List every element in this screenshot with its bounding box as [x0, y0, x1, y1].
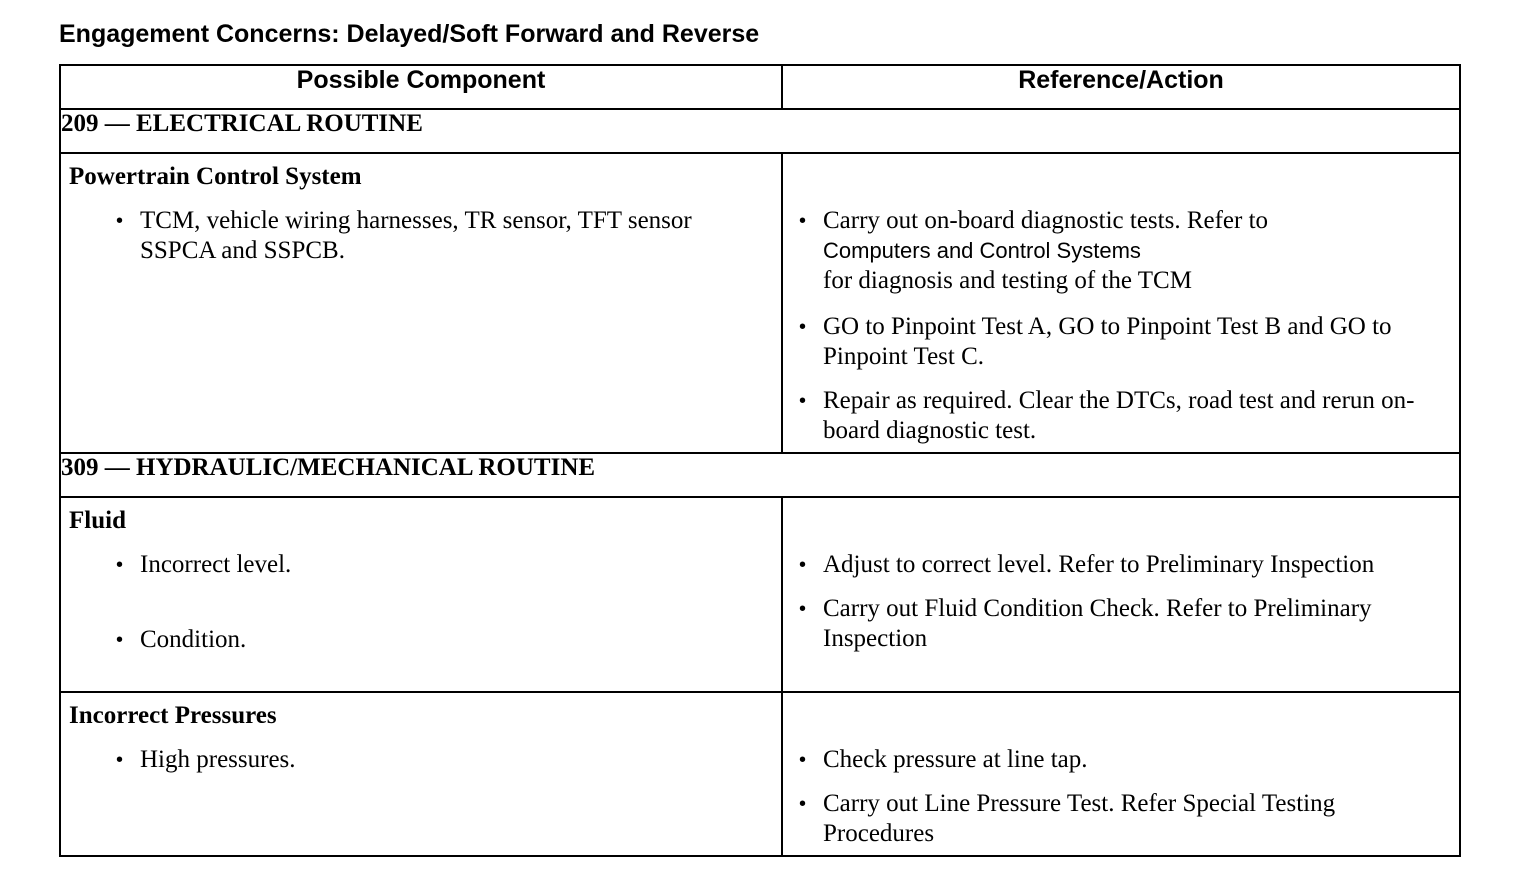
action-cell	[782, 153, 1460, 453]
component-row	[60, 497, 1460, 692]
action-cell	[782, 692, 1460, 856]
diagnosis-table	[59, 64, 1461, 857]
list-item: • Condition.	[116, 626, 247, 653]
bullet-icon: •	[116, 554, 124, 576]
component-cell	[60, 153, 782, 453]
list-item: • GO to Pinpoint Test A, GO to Pinpoint Test B and GO to Pinpoint Test C.	[799, 313, 1392, 370]
component-row	[60, 692, 1460, 856]
list-item: • Carry out Line Pressure Test. Refer Special Testing Procedures	[799, 790, 1336, 847]
reference-link: Computers and Control Systems	[823, 238, 1141, 263]
page-title: Engagement Concerns: Delayed/Soft Forward and Reverse	[59, 20, 760, 48]
list-item: • Repair as required. Clear the DTCs, road test and rerun on-board diagnostic test.	[799, 387, 1415, 444]
bullet-icon: •	[116, 749, 124, 771]
component-cell	[60, 497, 782, 692]
column-header-action: Reference/Action	[782, 65, 1460, 109]
list-item: • Carry out on-board diagnostic tests. Refer to Computers and Control Systems for diagnosis and testing of the TCM	[783, 206, 1459, 296]
list-item: • TCM, vehicle wiring harnesses, TR sensor, TFT sensor SSPCA and SSPCB.	[116, 207, 692, 264]
bullet-icon: •	[799, 390, 807, 412]
list-item: • Incorrect level.	[116, 551, 292, 578]
list-item: • Check pressure at line tap.	[799, 746, 1088, 773]
component-title: Incorrect Pressures	[69, 702, 277, 729]
bullet-icon: •	[116, 629, 124, 651]
header-row	[60, 65, 1460, 109]
component-cell	[60, 692, 782, 856]
bullet-icon: •	[799, 316, 807, 338]
section-label: 309 — HYDRAULIC/MECHANICAL ROUTINE	[60, 453, 1460, 497]
list-item: • High pressures.	[116, 746, 296, 773]
bullet-icon: •	[799, 598, 807, 620]
list-item: • Adjust to correct level. Refer to Preliminary Inspection	[799, 551, 1375, 578]
component-title: Fluid	[69, 507, 126, 534]
section-row	[60, 109, 1460, 153]
component-row	[60, 153, 1460, 453]
bullet-icon: •	[799, 554, 807, 576]
bullet-icon: •	[116, 210, 124, 232]
bullet-icon: •	[799, 210, 807, 232]
bullet-icon: •	[799, 749, 807, 771]
bullet-icon: •	[799, 793, 807, 815]
action-cell	[782, 497, 1460, 692]
component-title: Powertrain Control System	[69, 163, 362, 190]
list-item: • Carry out Fluid Condition Check. Refer to Preliminary Inspection	[799, 595, 1372, 652]
section-row	[60, 453, 1460, 497]
section-label: 209 — ELECTRICAL ROUTINE	[60, 109, 1460, 153]
column-header-component: Possible Component	[60, 65, 782, 109]
